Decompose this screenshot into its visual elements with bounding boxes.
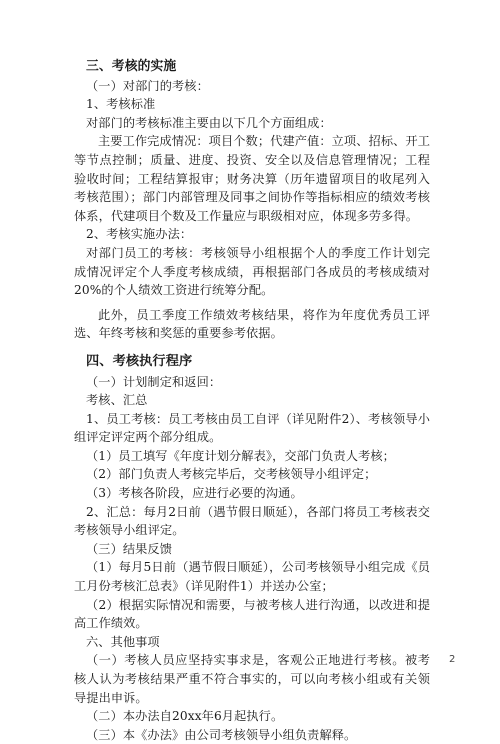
list-item: （一）考核人员应坚持实事求是，客观公正地进行考核。被考核人认为考核结果严重不符合事实的，可以向考核小组或有关领导提出申诉。 <box>74 653 430 705</box>
list-item: （1）员工填写《年度计划分解表》，交部门负责人考核； <box>86 448 395 463</box>
paragraph: 1、员工考核：员工考核由员工自评（详见附件2）、考核领导小组评定评定两个部分组成。 <box>74 411 430 445</box>
list-item: （3）考核各阶段，应进行必要的沟通。 <box>86 486 303 501</box>
document-body <box>74 58 430 744</box>
paragraph: 对部门的考核标准主要由以下几个方面组成： <box>86 115 332 130</box>
subsection-heading: （一）对部门的考核： <box>86 78 209 93</box>
subsection-heading: （三）结果反馈 <box>86 541 173 556</box>
item-heading: 考核、汇总 <box>86 393 148 408</box>
paragraph: 对部门员工的考核：考核领导小组根据个人的季度工作计划完成情况评定个人季度考核成绩，再根据部门各成员的考核成绩对20%的个人绩效工资进行统筹分配。 <box>74 245 430 298</box>
page-number: 2 <box>449 654 456 665</box>
list-item: （1）每月5日前（遇节假日顺延），公司考核领导小组完成《员工月份考核汇总表》（详见附件1）并送办公室； <box>74 560 430 594</box>
subsection-heading: （一）计划制定和返回： <box>86 374 222 389</box>
list-item: （2）部门负责人考核完毕后，交考核领导小组评定； <box>86 467 377 482</box>
list-item: （二）本办法自20xx年6月起执行。 <box>86 709 284 724</box>
section-heading-4: 四、考核执行程序 <box>86 353 193 369</box>
paragraph: 此外，员工季度工作绩效考核结果，将作为年度优秀员工评选、年终考核和奖惩的重要参考依据。 <box>74 307 430 341</box>
section-heading-6: 六、其他事项 <box>86 634 160 649</box>
list-item: （三）本《办法》由公司考核领导小组负责解释。 <box>86 727 357 742</box>
section-heading-3: 三、考核的实施 <box>86 59 177 74</box>
paragraph: 主要工作完成情况：项目个数；代建产值：立项、招标、开工等节点控制；质量、进度、投资、安全以及信息管理情况；工程验收时间；工程结算报审；财务决算（历年遗留项目的收尾列入考核范围）；部门内部管理及同事之间协作等指标相应的绩效考核体系，代建项目个数及工作量应与职级相对应，体现多劳多得。 <box>74 134 430 223</box>
item-heading: 2、考核实施办法： <box>86 227 193 242</box>
item-heading: 1、考核标准 <box>86 97 156 112</box>
paragraph: 2、汇总：每月2日前（遇节假日顺延），各部门将员工考核表交考核领导小组评定。 <box>74 504 430 538</box>
list-item: （2）根据实际情况和需要，与被考核人进行沟通，以改进和提高工作绩效。 <box>74 597 430 631</box>
